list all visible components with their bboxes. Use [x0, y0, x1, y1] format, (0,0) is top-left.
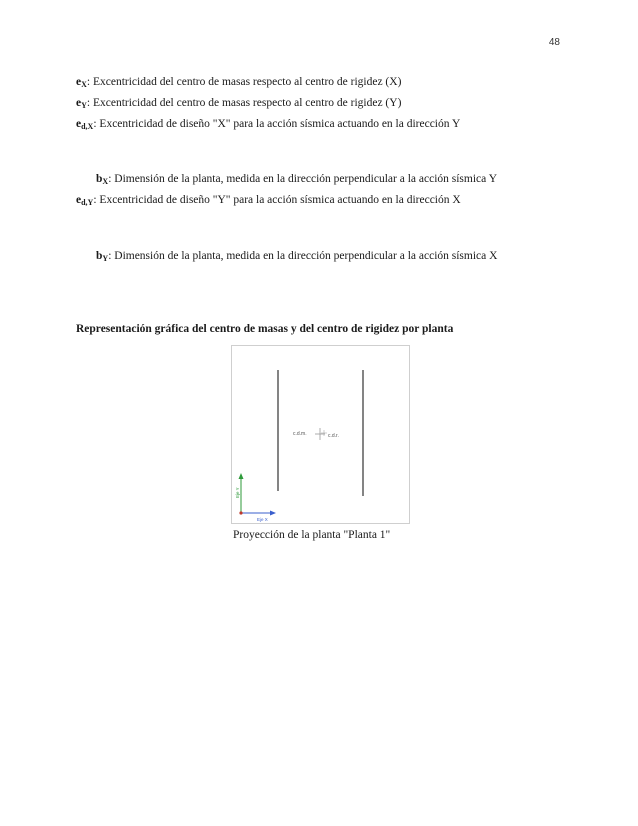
page-number: 48: [548, 37, 560, 48]
definition-text: : Dimensión de la planta, medida en la dirección perpendicular a la acción sísmica X: [108, 250, 498, 262]
definition-subscript: d,Y: [81, 198, 94, 207]
definition-subscript: d,X: [81, 122, 94, 131]
center-of-mass-label: c.d.m.: [293, 431, 307, 437]
definition-edy: [76, 193, 461, 210]
center-of-rigidity-label: c.d.r.: [328, 433, 339, 439]
axis-y-label: Eje Y: [235, 487, 240, 498]
center-of-rigidity-marker: [321, 430, 327, 436]
definition-subscript: X: [81, 80, 87, 89]
definition-subscript: X: [102, 177, 109, 186]
definition-bx: [96, 172, 497, 189]
definition-text: : Excentricidad de diseño "Y" para la acción sísmica actuando en la dirección X: [93, 194, 461, 206]
figure-caption: Proyección de la planta "Planta 1": [233, 529, 391, 541]
definition-symbol: e: [76, 97, 82, 109]
definition-symbol: e: [76, 194, 82, 206]
definition-symbol: b: [96, 173, 103, 185]
definition-text: : Excentricidad de diseño "X" para la acción sísmica actuando en la dirección Y: [93, 118, 461, 130]
center-of-mass-marker: [315, 428, 325, 440]
definition-by: [96, 249, 497, 266]
definition-text: : Excentricidad del centro de masas respecto al centro de rigidez (Y): [86, 97, 402, 109]
definition-subscript: Y: [81, 101, 87, 110]
axis-y-arrow-icon: [239, 473, 244, 479]
floor-plan-figure: [231, 345, 410, 524]
definition-ey: [76, 96, 401, 113]
axis-x-label: Eje X: [257, 517, 268, 522]
section-heading: Representación gráfica del centro de masas y del centro de rigidez por planta: [76, 323, 454, 335]
origin-point: [239, 511, 242, 514]
definition-symbol: b: [96, 250, 103, 262]
axis-x-arrow-icon: [270, 511, 276, 516]
definition-symbol: e: [76, 118, 82, 130]
floor-plan-drawing: [232, 346, 409, 523]
definition-subscript: Y: [102, 254, 109, 263]
definition-edx: [76, 117, 460, 134]
definition-text: : Dimensión de la planta, medida en la dirección perpendicular a la acción sísmica Y: [108, 173, 498, 185]
definition-symbol: e: [76, 76, 82, 88]
definition-text: : Excentricidad del centro de masas respecto al centro de rigidez (X): [86, 76, 402, 88]
definition-ex: [76, 75, 401, 92]
